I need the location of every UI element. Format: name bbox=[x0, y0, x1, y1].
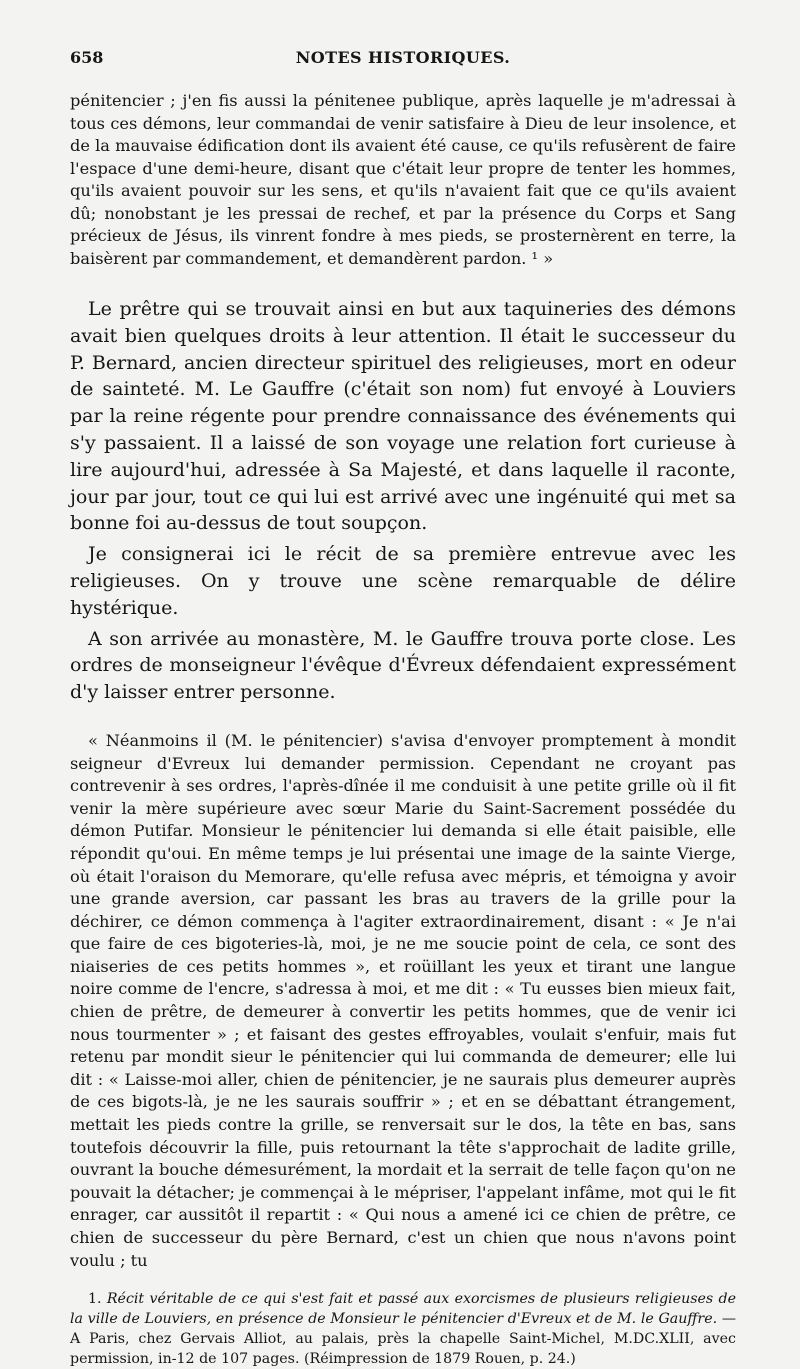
footnote-marker: 1. bbox=[88, 1291, 102, 1308]
quoted-account: « Néanmoins il (M. le pénitencier) s'avisa d'envoyer promptement à mondit seigneur d'Evreux lui demander permission. Cependant ne croyant pas contrevenir à ses ordres, l'après-dînée il me conduisit à une petite grille où il fit venir la mère supérieure avec sœur Marie du Saint-Sacrement possédée du démon Putifar. Monsieur le pénitencier lui demanda si elle était paisible, elle répondit qu'oui. En même temps je lui présentai une image de la sainte Vierge, où était l'oraison du Memorare, qu'elle refusa avec mépris, et témoigna y avoir une grande aversion, car passant les bras au travers de la grille pour la déchirer, ce démon commença à l'agiter extraordinairement, disant : « Je n'ai que faire de ces bigoteries-là, moi, je ne me soucie point de cela, ce sont des niaiseries de ces petits hommes », et roüillant les yeux et tirant une langue noire comme de l'encre, s'adressa à moi, et me dit : « Tu eusses bien mieux fait, chien de prêtre, de demeurer à convertir les petits hommes, que de venir ici nous tourmenter » ; et faisant des gestes effroyables, voulait s'enfuir, mais fut retenu par mondit sieur le pénitencier qui lui commanda de demeurer; elle lui dit : « Laisse-moi aller, chien de pénitencier, je ne saurais plus demeurer auprès de ces bigots-là, je ne les saurais souffrir » ; et en se débattant étrangement, mettait les pieds contre la grille, se renversait sur le dos, la tête en bas, sans toutefois découvrir la fille, puis retournant la tête s'approchait de ladite grille, ouvrant la bouche démesurément, la mordait et la serrait de telle façon qu'on ne pouvait la détacher; je commençai à le mépriser, l'appelant infâme, mot qui le fit enrager, car aussitôt il repartit : « Qui nous a amené ici ce chien de prêtre, ce chien de successeur du père Bernard, c'est un chien que nous n'avons point voulu ; tu bbox=[70, 730, 736, 1270]
page-number: 658 bbox=[70, 48, 104, 67]
footnote-publication: — A Paris, chez Gervais Alliot, au palais, près la chapelle Saint-Michel, M.DC.XLII, avec permission, in-12 de 107 pages. (Réimpression de 1879 Rouen, p. 24.) bbox=[70, 1311, 737, 1367]
quote-continuation: pénitencier ; j'en fis aussi la pénitenee publique, après laquelle je m'adressai à tous ces démons, leur commandai de venir satisfaire à Dieu de leur insolence, et de la mauvaise édification dont ils avaient été cause, ce qu'ils refusèrent de faire l'espace d'une demi-heure, disant que c'était leur propre de tenter les hommes, qu'ils avaient pouvoir sur les sens, et qu'ils n'avaient fait que ce qu'ils avaient dû; nonobstant je les pressai de rechef, et par la présence du Corps et Sang précieux de Jésus, ils vinrent fondre à mes pieds, se prosternèrent en terre, la baisèrent par commandement, et demandèrent pardon. ¹ » bbox=[70, 91, 736, 268]
footnote bbox=[70, 1290, 736, 1369]
body-paragraph: Le prêtre qui se trouvait ainsi en but aux taquineries des démons avait bien quelques droits à leur attention. Il était le successeur du P. Bernard, ancien directeur spirituel des religieuses, mort en odeur de sainteté. M. Le Gauffre (c'était son nom) fut envoyé à Louviers par la reine régente pour prendre connaissance des événements qui s'y passaient. Il a laissé de son voyage une relation fort curieuse à lire aujourd'hui, adressée à Sa Majesté, et dans laquelle il raconte, jour par jour, tout ce qui lui est arrivé avec une ingénuité qui met sa bonne foi au-dessus de tout soupçon. bbox=[70, 298, 736, 535]
page bbox=[70, 48, 736, 1369]
footnote-title: Récit véritable de ce qui s'est fait et passé aux exorcismes de plusieurs religieuses de la ville de Louviers, en présence de Monsieur le pénitencier d'Evreux et de M. le Gauffre. bbox=[70, 1291, 736, 1327]
body-paragraph: A son arrivée au monastère, M. le Gauffre trouva porte close. Les ordres de monseigneur l'évêque d'Évreux défendaient expressément d'y laisser entrer personne. bbox=[70, 627, 736, 704]
body-paragraph: Je consignerai ici le récit de sa première entrevue avec les religieuses. On y trouve une scène remarquable de délire hystérique. bbox=[70, 543, 736, 619]
main-text bbox=[70, 296, 736, 706]
page-header bbox=[70, 48, 736, 72]
running-title: NOTES HISTORIQUES. bbox=[295, 48, 511, 67]
